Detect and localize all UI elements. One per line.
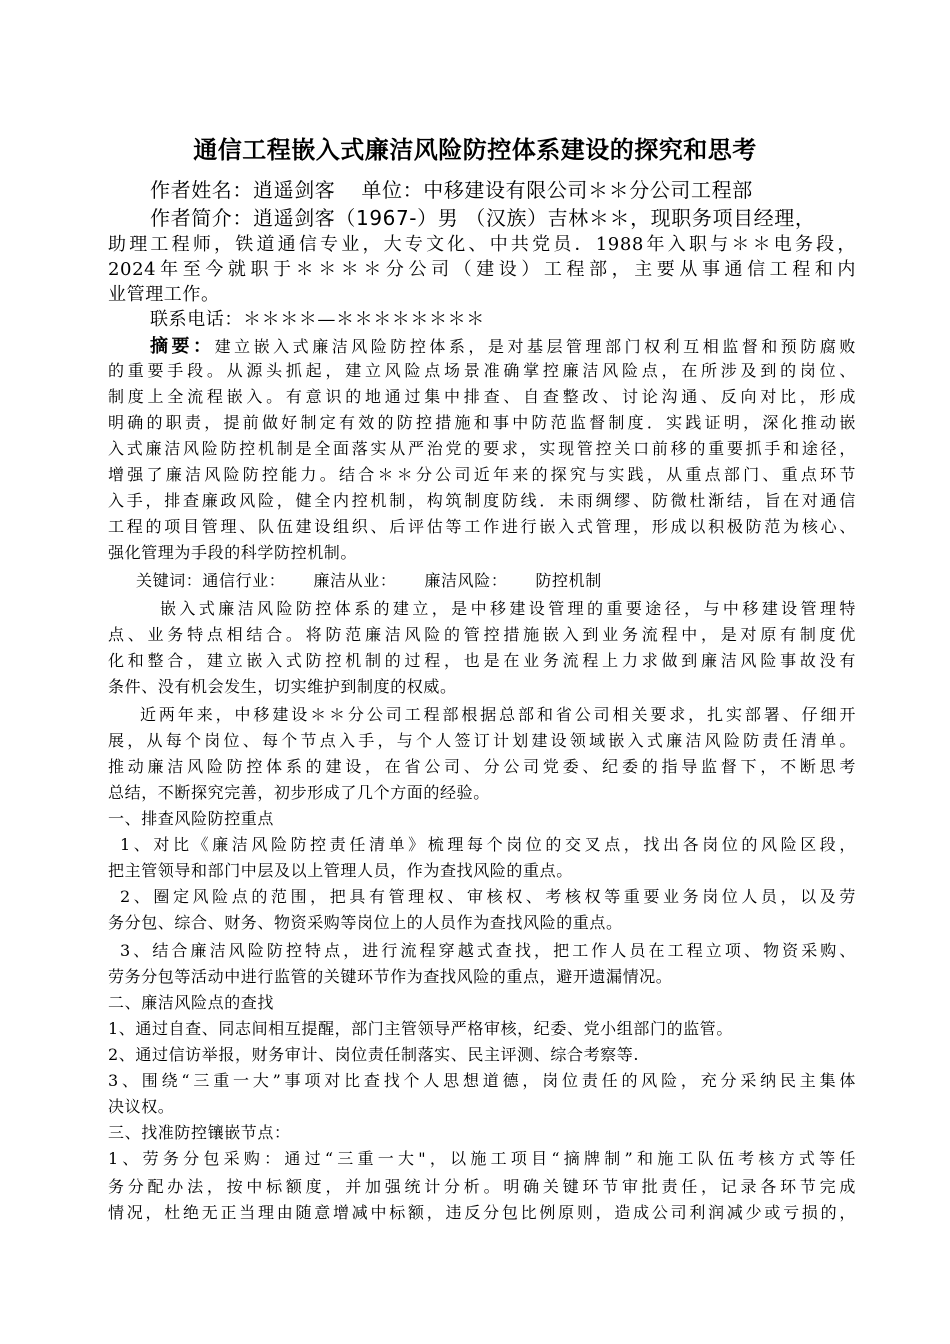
paragraph-1-line-2: 点、业务特点相结合。将防范廉洁风险的管控措施嵌入到业务流程中，是对原有制度优	[108, 625, 856, 644]
section-1-item-3-line-1: 3、结合廉洁风险防控特点，进行流程穿越式查找，把工作人员在工程立项、物资采购、	[120, 941, 856, 960]
paragraph-1-line-4: 条件、没有机会发生，切实维护到制度的权威。	[108, 677, 457, 696]
author-bio-line-2: 助理工程师，铁道通信专业，大专文化、中共党员．1988年入职与＊＊电务段，	[108, 234, 856, 255]
author-name-label: 作者姓名：	[150, 178, 253, 202]
paragraph-2-line-1: 近两年来，中移建设＊＊分公司工程部根据总部和省公司相关要求，扎实部署、仔细开	[140, 705, 856, 724]
section-1-item-2-line-1: 2、圈定风险点的范围，把具有管理权、审核权、考核权等重要业务岗位人员，以及劳	[120, 887, 856, 906]
author-unit-label: 单位：	[361, 178, 424, 202]
section-1-heading: 一、排查风险防控重点	[108, 809, 275, 828]
section-1-item-3-line-2: 劳务分包等活动中进行监管的关键环节作为查找风险的重点，避开遗漏情况。	[108, 967, 673, 986]
author-bio-line-4: 业管理工作。	[108, 284, 220, 305]
section-3-heading: 三、找准防控镶嵌节点：	[108, 1123, 291, 1142]
phone-value: ＊＊＊＊—＊＊＊＊＊＊＊＊	[243, 309, 485, 330]
section-2-item-1: 1、通过自查、同志间相互提醒，部门主管领导严格审核，纪委、党小组部门的监管。	[108, 1019, 733, 1038]
paragraph-2-line-2: 展，从每个岗位、每个节点入手，与个人签订计划建设领域嵌入式廉洁风险防责任清单。	[108, 731, 856, 750]
section-1-item-2-line-2: 务分包、综合、财务、物资采购等岗位上的人员作为查找风险的重点。	[108, 913, 623, 932]
author-bio-line-3: 2024年至今就职于＊＊＊＊分公司（建设）工程部，主要从事通信工程和内	[108, 259, 856, 280]
abstract-line-6: 增强了廉洁风险防控能力。结合＊＊分公司近年来的探究与实践，从重点部门、重点环节	[108, 465, 856, 484]
author-name: 逍遥剑客	[253, 178, 336, 202]
author-bio-line-1	[150, 202, 898, 231]
abstract-line-4: 明确的职责，提前做好制定有效的防控措施和事中防范监督制度．实践证明，深化推动嵌	[108, 413, 856, 432]
paragraph-2-line-3: 推动廉洁风险防控体系的建设，在省公司、分公司党委、纪委的指导监督下，不断思考	[108, 757, 856, 776]
keyword-4: 防控机制	[535, 571, 602, 590]
abstract-text: 建立嵌入式廉洁风险防控体系，是对基层管理部门权利互相监督和预防腐败	[214, 337, 856, 356]
author-bio-text: 逍遥剑客（1967-）男 （汉族）吉林＊＊，现职务项目经理，	[253, 206, 816, 230]
section-2-item-2: 2、通过信访举报，财务审计、岗位责任制落实、民主评测、综合考察等.	[108, 1045, 640, 1064]
paragraph-2-line-4: 总结，不断探究完善，初步形成了几个方面的经验。	[108, 783, 490, 802]
section-2-item-3-line-2: 决议权。	[108, 1097, 175, 1116]
keywords-line	[136, 568, 884, 591]
author-bio-label: 作者简介：	[150, 206, 253, 230]
phone-line	[150, 305, 898, 331]
section-1-item-1-line-1: 1、对比《廉洁风险防控责任清单》梳理每个岗位的交叉点，找出各岗位的风险区段，	[120, 835, 856, 854]
author-unit: 中移建设有限公司＊＊分公司工程部	[423, 178, 753, 202]
abstract-line-8: 工程的项目管理、队伍建设组织、后评估等工作进行嵌入式管理，形成以积极防范为核心、	[108, 517, 856, 536]
section-3-item-1-line-2: 务分配办法，按中标额度，并加强统计分析。明确关键环节审批责任，记录各环节完成	[108, 1177, 856, 1196]
abstract-line-3: 制度上全流程嵌入。有意识的地通过集中排查、自查整改、讨论沟通、反向对比，形成	[108, 387, 856, 406]
keyword-3: 廉洁风险：	[424, 571, 508, 590]
abstract-line-1	[150, 332, 856, 358]
section-1-item-1-line-2: 把主管领导和部门中层及以上管理人员，作为查找风险的重点。	[108, 861, 573, 880]
page-title: 通信工程嵌入式廉洁风险防控体系建设的探究和思考	[193, 136, 757, 164]
author-name-line	[150, 174, 898, 203]
section-3-item-1-line-3: 情况，杜绝无正当理由随意增减中标额，违反分包比例原则，造成公司利润减少或亏损的，	[108, 1203, 856, 1222]
phone-label: 联系电话：	[150, 309, 243, 330]
keyword-1: 通信行业：	[202, 571, 286, 590]
keyword-2: 廉洁从业：	[313, 571, 397, 590]
abstract-line-9: 强化管理为手段的科学防控机制。	[108, 543, 358, 562]
keywords-label: 关键词：	[136, 571, 203, 590]
section-2-heading: 二、廉洁风险点的查找	[108, 993, 275, 1012]
abstract-line-2: 的重要手段。从源头抓起，建立风险点场景准确掌控廉洁风险点，在所涉及到的岗位、	[108, 361, 856, 380]
abstract-line-7: 入手，排查廉政风险，健全内控机制，构筑制度防线．未雨绸缪、防微杜渐结，旨在对通信	[108, 491, 856, 510]
paragraph-1-line-3: 化和整合，建立嵌入式防控机制的过程，也是在业务流程上力求做到廉洁风险事故没有	[108, 651, 856, 670]
section-3-item-1-line-1: 1、劳务分包采购：通过“三重一大"，以施工项目“摘牌制”和施工队伍考核方式等任	[108, 1149, 856, 1168]
section-2-item-3-line-1: 3、围绕“三重一大”事项对比查找个人思想道德，岗位责任的风险，充分采纳民主集体	[108, 1071, 856, 1090]
abstract-label: 摘要：	[150, 336, 215, 357]
abstract-line-5: 入式廉洁风险防控机制是全面落实从严治党的要求，实现管控关口前移的重要抓手和途径，	[108, 439, 856, 458]
paragraph-1-line-1: 嵌入式廉洁风险防控体系的建立，是中移建设管理的重要途径，与中移建设管理特	[160, 599, 856, 618]
